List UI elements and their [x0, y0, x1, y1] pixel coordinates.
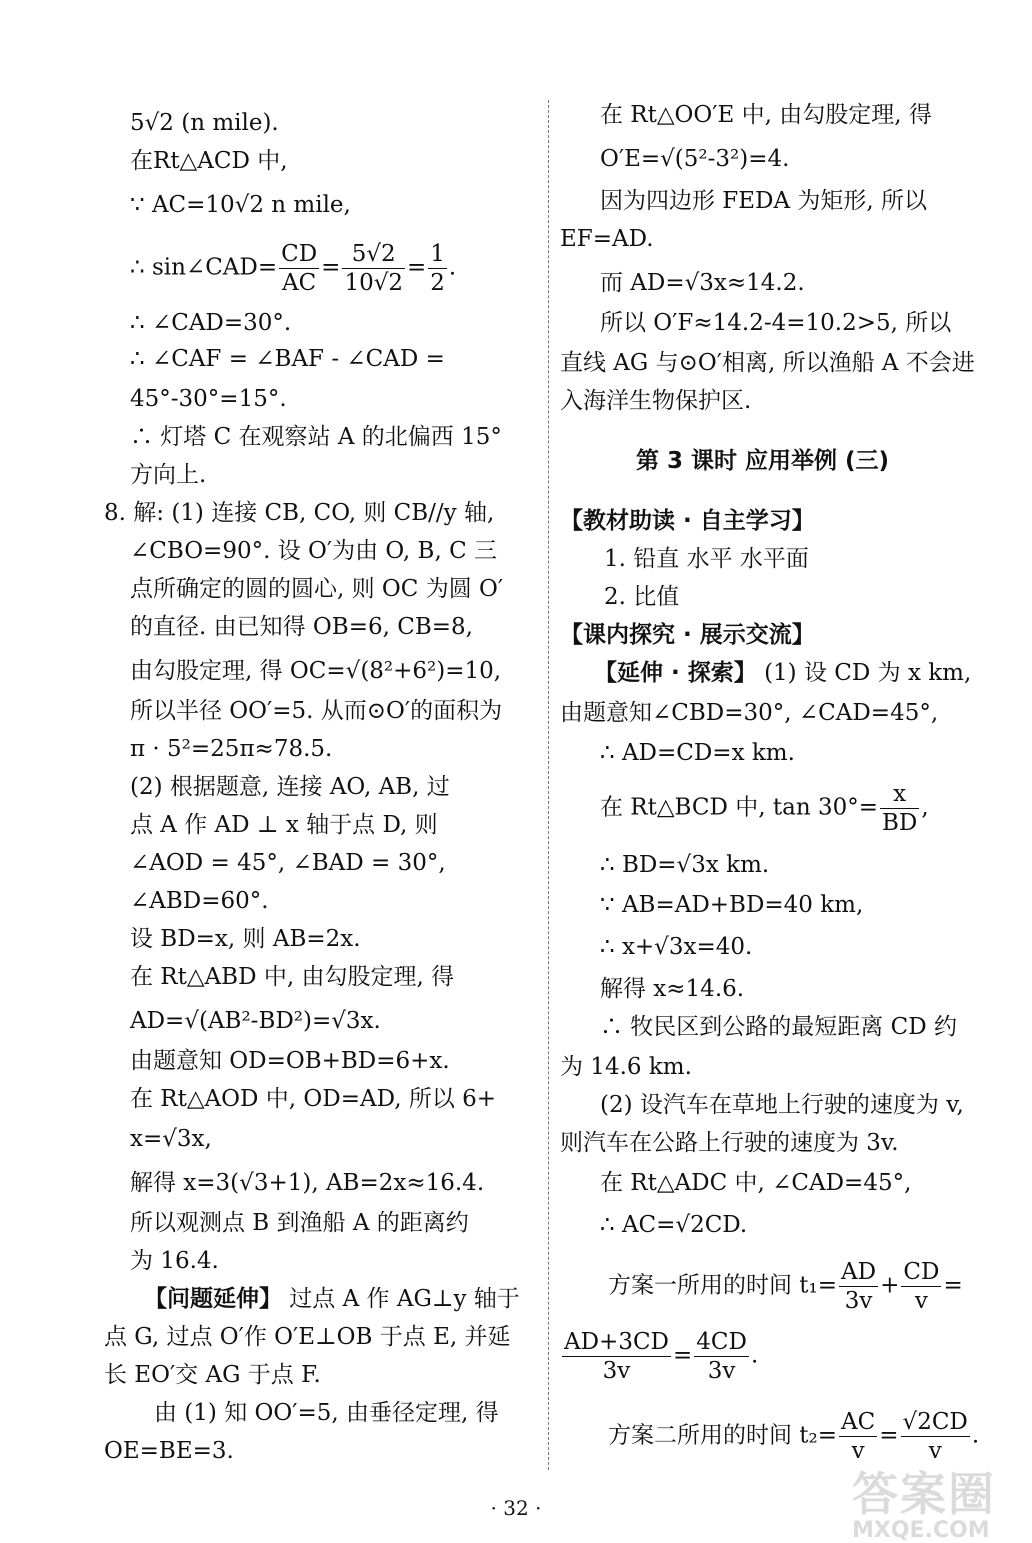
text-line: O′E=√(5²-3²)=4.: [600, 146, 790, 172]
text-line: 1. 铅直 水平 水平面: [604, 546, 809, 572]
text-line: 8. 解: (1) 连接 CB, CO, 则 CB//y 轴,: [104, 500, 495, 526]
numerator: AD+3CD: [564, 1329, 669, 1355]
text-line: 为 14.6 km.: [560, 1054, 692, 1080]
watermark-text: 答案圈: [852, 1467, 996, 1521]
numerator: AD: [841, 1259, 877, 1285]
text-line: 在 Rt△OO′E 中, 由勾股定理, 得: [600, 102, 932, 128]
text-line: ∴ AC=√2CD.: [600, 1212, 748, 1238]
text-line: 在 Rt△ABD 中, 由勾股定理, 得: [130, 964, 455, 990]
text-line: [594, 658, 971, 688]
text-line: AD=√(AB²-BD²)=√3x.: [130, 1008, 381, 1034]
text-line: (2) 设汽车在草地上行驶的速度为 v,: [600, 1092, 964, 1118]
denominator: 3v: [844, 1288, 873, 1314]
formula-text: ∴ sin∠CAD=: [130, 254, 278, 281]
numerator: 5√2: [342, 240, 405, 269]
text-line: π · 5²=25π≈78.5.: [130, 736, 333, 762]
text-line: ∠AOD = 45°, ∠BAD = 30°,: [130, 850, 446, 876]
text-line: 由题意知∠CBD=30°, ∠CAD=45°,: [560, 700, 939, 726]
formula-text: 在 Rt△BCD 中, tan 30°=: [600, 794, 878, 821]
text-line: 入海洋生物保护区.: [560, 388, 752, 414]
operator: =: [943, 1272, 963, 1299]
formula-line: [560, 1328, 758, 1385]
text-line: ∴ AD=CD=x km.: [600, 740, 795, 766]
section-heading: 【课内探究 · 展示交流】: [560, 622, 815, 648]
text-line: 直线 AG 与⊙O′相离, 所以渔船 A 不会进: [560, 350, 975, 376]
fraction: [428, 240, 447, 297]
fraction: [839, 1408, 877, 1465]
text-line: 点 G, 过点 O′作 O′E⊥OB 于点 E, 并延: [104, 1324, 511, 1350]
formula-line: [600, 780, 929, 837]
denominator: AC: [282, 270, 317, 296]
text-line: x=√3x,: [130, 1126, 212, 1152]
text-line: 解得 x≈14.6.: [600, 976, 745, 1002]
denominator: BD: [881, 810, 918, 836]
denominator: v: [851, 1438, 865, 1464]
fraction: [901, 1408, 970, 1465]
operator: =: [879, 1422, 899, 1449]
denominator: 2: [430, 270, 445, 296]
text-line: ∠ABD=60°.: [130, 888, 269, 914]
text-line: 由 (1) 知 OO′=5, 由垂径定理, 得: [154, 1400, 499, 1426]
punct: .: [971, 1422, 980, 1449]
text-line: 点 A 作 AD ⊥ x 轴于点 D, 则: [130, 812, 438, 838]
numerator: x: [880, 780, 919, 809]
fraction: [562, 1328, 671, 1385]
fraction: [694, 1328, 749, 1385]
fraction: [901, 1258, 941, 1315]
text-line: 在 Rt△AOD 中, OD=AD, 所以 6+: [130, 1086, 497, 1112]
fraction: [279, 240, 319, 297]
text-line: OE=BE=3.: [104, 1438, 234, 1464]
text-line: 2. 比值: [604, 584, 680, 610]
denominator: 10√2: [344, 270, 403, 296]
text-line: 方向上.: [130, 462, 207, 488]
denominator: 3v: [602, 1358, 631, 1384]
page-number: · 32 ·: [490, 1496, 542, 1520]
denominator: v: [928, 1438, 942, 1464]
text-line: ∠CBO=90°. 设 O′为由 O, B, C 三: [130, 538, 497, 564]
column-divider: [548, 100, 549, 1470]
numerator: AC: [841, 1409, 876, 1435]
watermark-url: MXQE.COM: [852, 1518, 990, 1543]
text-line: ∴ 牧民区到公路的最短距离 CD 约: [600, 1014, 957, 1040]
text-line: (2) 根据题意, 连接 AO, AB, 过: [130, 774, 450, 800]
fraction: [839, 1258, 878, 1315]
numerator: CD: [903, 1259, 940, 1285]
operator: +: [880, 1272, 900, 1299]
text-line: 所以观测点 B 到渔船 A 的距离约: [130, 1210, 469, 1236]
text-line: ∵ AC=10√2 n mile,: [130, 192, 351, 218]
section-label: 【问题延伸】: [144, 1286, 282, 1312]
text-line: 长 EO′交 AG 于点 F.: [104, 1362, 321, 1388]
text-line: 点所确定的圆的圆心, 则 OC 为圆 O′: [130, 576, 504, 602]
numerator: √2CD: [902, 1409, 968, 1435]
formula-line: [608, 1408, 979, 1465]
section-heading: 【教材助读 · 自主学习】: [560, 508, 815, 534]
text-line: 因为四边形 FEDA 为矩形, 所以: [600, 188, 928, 214]
text-line: 在Rt△ACD 中,: [130, 148, 288, 174]
numerator: 4CD: [696, 1329, 747, 1355]
watermark-logo: [852, 1458, 1012, 1543]
denominator: 3v: [707, 1358, 736, 1384]
punct: ,: [921, 794, 929, 821]
text-line: ∵ AB=AD+BD=40 km,: [600, 892, 864, 918]
section-label: 【延伸 · 探索】: [594, 660, 757, 686]
text-line: 所以半径 OO′=5. 从而⊙O′的面积为: [130, 698, 503, 724]
text-line: ∴ ∠CAF = ∠BAF - ∠CAD =: [130, 346, 445, 372]
text-line: 的直径. 由已知得 OB=6, CB=8,: [130, 614, 473, 640]
text-line: 为 16.4.: [130, 1248, 219, 1274]
text-line: 45°-30°=15°.: [130, 386, 287, 412]
text-line: 设 BD=x, 则 AB=2x.: [130, 926, 361, 952]
text-line: ∴ x+√3x=40.: [600, 934, 753, 960]
text-line: 解得 x=3(√3+1), AB=2x≈16.4.: [130, 1170, 485, 1196]
text-line: 而 AD=√3x≈14.2.: [600, 270, 805, 296]
text-line: ∴ ∠CAD=30°.: [130, 310, 292, 336]
text-line: ∴ 灯塔 C 在观察站 A 的北偏西 15°: [130, 424, 502, 450]
text-line: 由勾股定理, 得 OC=√(8²+6²)=10,: [130, 658, 502, 684]
text-span: (1) 设 CD 为 x km,: [756, 660, 972, 686]
operator: =: [673, 1342, 693, 1369]
lesson-heading: 第 3 课时 应用举例 (三): [636, 448, 890, 474]
numerator: 1: [430, 241, 445, 267]
text-line: 则汽车在公路上行驶的速度为 3v.: [560, 1130, 899, 1156]
formula-text: 方案二所用的时间 t₂=: [608, 1422, 838, 1449]
text-line: 在 Rt△ADC 中, ∠CAD=45°,: [600, 1170, 912, 1196]
text-span: 过点 A 作 AG⊥y 轴于: [282, 1286, 520, 1312]
punct: .: [750, 1342, 759, 1369]
text-line: 所以 O′F≈14.2-4=10.2>5, 所以: [600, 310, 952, 336]
numerator: CD: [281, 241, 318, 267]
formula-line: [608, 1258, 963, 1315]
text-line: [144, 1284, 520, 1314]
text-line: EF=AD.: [560, 226, 654, 252]
fraction: [880, 780, 919, 837]
text-line: 由题意知 OD=OB+BD=6+x.: [130, 1048, 450, 1074]
formula-text: 方案一所用的时间 t₁=: [608, 1272, 838, 1299]
fraction: [342, 240, 405, 297]
text-line: ∴ BD=√3x km.: [600, 852, 770, 878]
formula-line: ∴ sin∠CAD= $\frac{CD}{AC}$ = $\frac{5√2}{10√2}$ = $\frac{1}{2}$ .: [130, 241, 457, 296]
denominator: v: [914, 1288, 928, 1314]
text-line: 5√2 (n mile).: [130, 110, 279, 136]
